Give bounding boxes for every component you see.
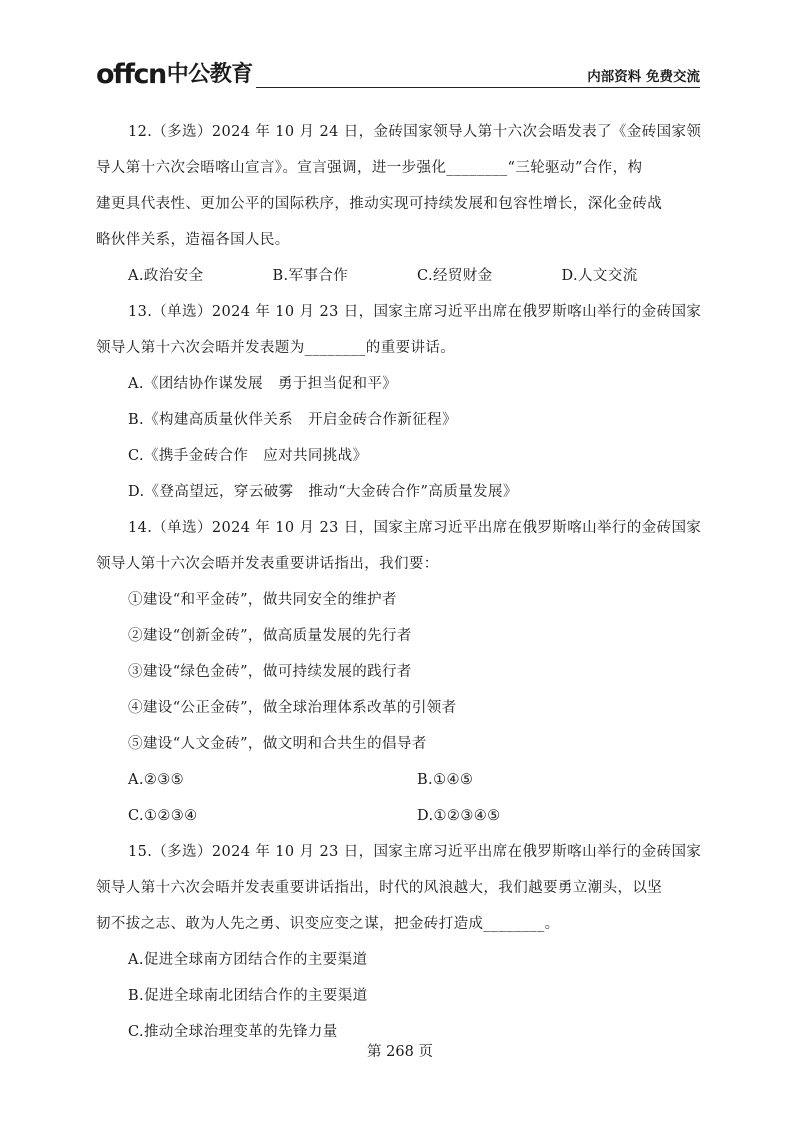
question-13-option-a: A.《团结协作谋发展 勇于担当促和平》 — [128, 376, 398, 392]
question-12-option-b: B.军事合作 — [272, 268, 349, 284]
page-content — [96, 114, 706, 1050]
page-header — [96, 60, 700, 88]
question-14-item-2: ②建设“创新金砖”，做高质量发展的先行者 — [128, 628, 412, 644]
question-15-option-c: C.推动全球治理变革的先锋力量 — [128, 1024, 338, 1040]
question-13-option-c: C.《携手金砖合作 应对共同挑战》 — [128, 448, 368, 464]
question-14-line-2: 领导人第十六次会晤并发表重要讲话指出，我们要： — [96, 556, 439, 572]
header-rule — [256, 87, 700, 88]
question-13-line-1: 13.（单选）2024 年 10 月 23 日，国家主席习近平出席在俄罗斯喀山举行的金砖国家 — [128, 304, 702, 320]
logo-chinese-text: 中公教育 — [166, 62, 253, 87]
question-12-line-2: 导人第十六次会晤喀山宣言》。宣言强调，进一步强化________“三轮驱动”合作，构 — [96, 160, 643, 176]
question-14-option-a: A.②③⑤ — [128, 772, 185, 788]
question-12-option-d: D.人文交流 — [561, 268, 638, 284]
header-note: 内部资料 免费交流 — [587, 69, 700, 85]
question-15-line-3: 韧不拔之志、敢为人先之勇、识变应变之谋，把金砖打造成________。 — [96, 916, 560, 932]
question-13-option-b: B.《构建高质量伙伴关系 开启金砖合作新征程》 — [128, 412, 457, 428]
question-15-option-b: B.促进全球南北团结合作的主要渠道 — [128, 988, 368, 1004]
question-14-options-row-2 — [96, 798, 706, 834]
question-12-option-a: A.政治安全 — [128, 268, 204, 284]
question-15-line-1: 15.（多选）2024 年 10 月 23 日，国家主席习近平出席在俄罗斯喀山举行的金砖国家 — [128, 844, 702, 860]
question-14-options-row-1 — [96, 762, 706, 798]
question-14-line-1: 14.（单选）2024 年 10 月 23 日，国家主席习近平出席在俄罗斯喀山举行的金砖国家 — [128, 520, 702, 536]
question-14-item-5: ⑤建设“人文金砖”，做文明和合共生的倡导者 — [128, 736, 427, 752]
question-14-option-c: C.①②③④ — [128, 808, 198, 824]
question-12 — [96, 114, 706, 294]
page-number: 第 268 页 — [367, 1044, 433, 1060]
question-15-line-2: 领导人第十六次会晤并发表重要讲话指出，时代的风浪越大，我们越要勇立潮头，以坚 — [96, 880, 663, 896]
logo-latin-text: offcn — [96, 59, 166, 90]
offcn-logo — [96, 60, 253, 88]
question-12-option-c: C.经贸财金 — [417, 268, 493, 284]
question-14-item-3: ③建设“绿色金砖”，做可持续发展的践行者 — [128, 664, 412, 680]
question-14-option-d: D.①②③④⑤ — [417, 808, 501, 824]
question-15 — [96, 834, 706, 1050]
question-14-item-4: ④建设“公正金砖”，做全球治理体系改革的引领者 — [128, 700, 457, 716]
question-14-option-b: B.①④⑤ — [417, 772, 474, 788]
question-13-option-d: D.《登高望远，穿云破雾 推动“大金砖合作”高质量发展》 — [128, 484, 518, 500]
question-14-item-1: ①建设“和平金砖”，做共同安全的维护者 — [128, 592, 397, 608]
question-13-line-2: 领导人第十六次会晤并发表题为________的重要讲话。 — [96, 340, 456, 356]
question-12-line-1: 12.（多选）2024 年 10 月 24 日，金砖国家领导人第十六次会晤发表了《金砖国家领 — [128, 124, 702, 140]
question-12-line-3: 建更具代表性、更加公平的国际秩序，推动实现可持续发展和包容性增长，深化金砖战 — [96, 196, 663, 212]
question-12-line-4: 略伙伴关系，造福各国人民。 — [96, 232, 290, 248]
question-12-options — [96, 258, 706, 294]
question-13 — [96, 294, 706, 510]
question-14 — [96, 510, 706, 834]
question-15-option-a: A.促进全球南方团结合作的主要渠道 — [128, 952, 368, 968]
